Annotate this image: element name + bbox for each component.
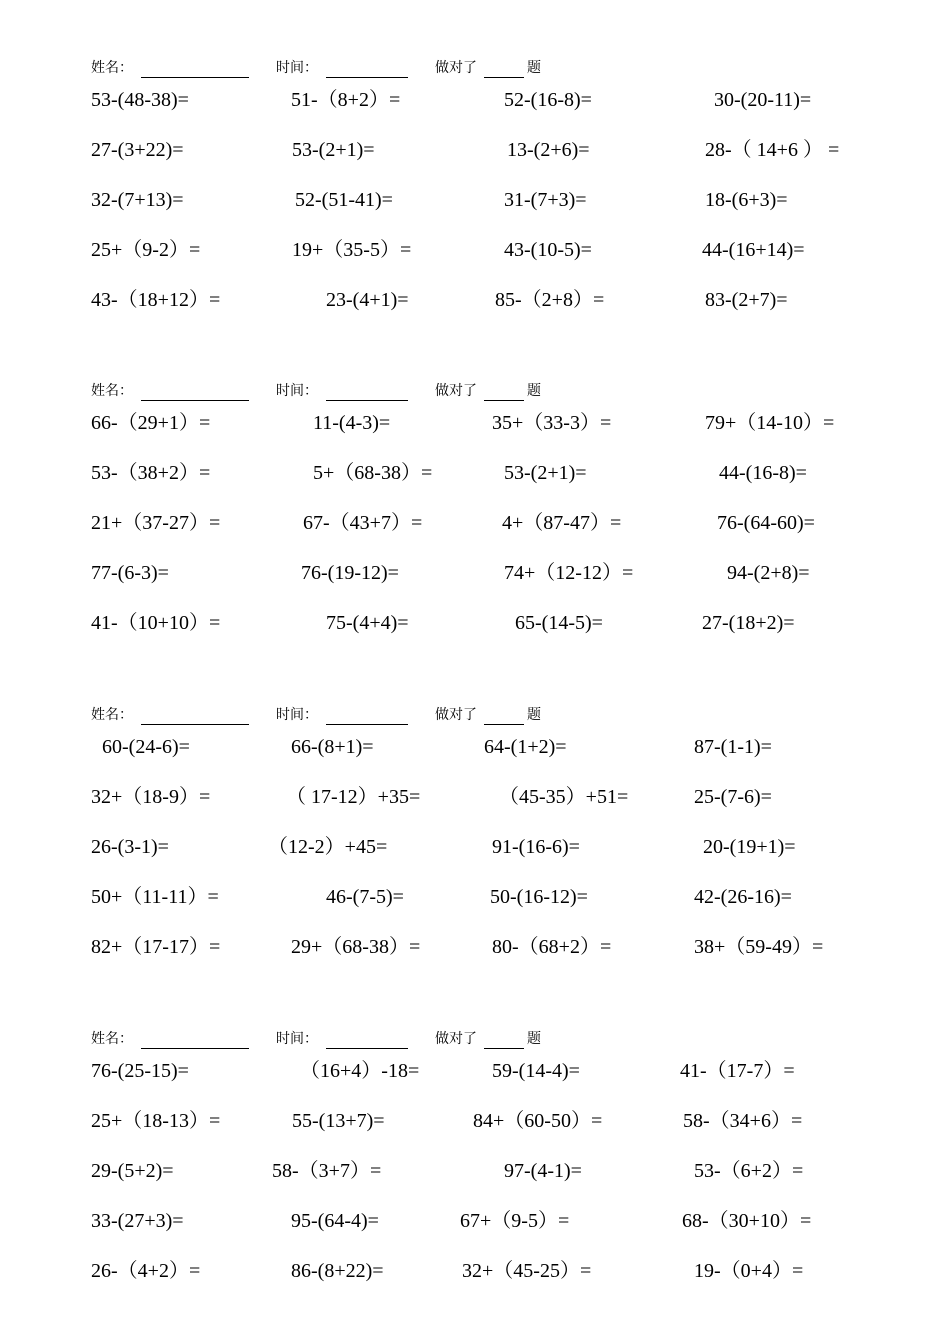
- math-problem: 86-(8+22)=: [291, 1260, 384, 1282]
- math-problem: 85-（2+8）=: [495, 289, 605, 311]
- math-problem: 11-(4-3)=: [313, 412, 391, 434]
- math-problem: 19+（35-5）=: [292, 239, 412, 261]
- math-problem: （16+4）-18=: [300, 1060, 420, 1082]
- math-problem: 27-(3+22)=: [91, 139, 184, 161]
- math-problem: 84+（60-50）=: [473, 1110, 603, 1132]
- math-problem: 21+（37-27）=: [91, 512, 221, 534]
- math-problem: 43-(10-5)=: [504, 239, 592, 261]
- math-problem: 19-（0+4）=: [694, 1260, 804, 1282]
- math-problem: 59-(14-4)=: [492, 1060, 580, 1082]
- math-problem: 28-（ 14+6 ） =: [705, 139, 840, 161]
- math-problem: 33-(27+3)=: [91, 1210, 184, 1232]
- math-problem: 53-(2+1)=: [504, 462, 587, 484]
- math-problem: 66-（29+1）=: [91, 412, 211, 434]
- math-problem: 75-(4+4)=: [326, 612, 409, 634]
- correct-label: 做对了: [435, 60, 477, 76]
- math-problem: 32+（18-9）=: [91, 786, 211, 808]
- math-problem: 35+（33-3）=: [492, 412, 612, 434]
- math-problem: 20-(19+1)=: [703, 836, 796, 858]
- math-problem: 18-(6+3)=: [705, 189, 788, 211]
- math-problem: 52-(51-41)=: [295, 189, 393, 211]
- math-problem: 60-(24-6)=: [102, 736, 190, 758]
- math-problem: 80-（68+2）=: [492, 936, 612, 958]
- math-problem: 44-(16-8)=: [719, 462, 807, 484]
- math-problem: 97-(4-1)=: [504, 1160, 582, 1182]
- math-problem: 29+（68-38）=: [291, 936, 421, 958]
- math-problem: 27-(18+2)=: [702, 612, 795, 634]
- math-problem: 94-(2+8)=: [727, 562, 810, 584]
- math-problem: 53-（38+2）=: [91, 462, 211, 484]
- time-blank[interactable]: [326, 381, 408, 401]
- math-problem: 44-(16+14)=: [702, 239, 805, 261]
- name-blank[interactable]: [141, 58, 249, 78]
- name-blank[interactable]: [141, 705, 249, 725]
- math-problem: 23-(4+1)=: [326, 289, 409, 311]
- math-problem: 38+（59-49）=: [694, 936, 824, 958]
- math-problem: （ 17-12）+35=: [286, 786, 421, 808]
- math-problem: 4+（87-47）=: [502, 512, 622, 534]
- math-problem: 67-（43+7）=: [303, 512, 423, 534]
- name-blank[interactable]: [141, 1029, 249, 1049]
- math-problem: 65-(14-5)=: [515, 612, 603, 634]
- math-problem: 26-(3-1)=: [91, 836, 169, 858]
- name-label: 姓名：: [91, 707, 133, 723]
- correct-blank[interactable]: [484, 705, 524, 725]
- correct-suffix: 题: [527, 60, 541, 76]
- correct-label: 做对了: [435, 707, 477, 723]
- correct-blank[interactable]: [484, 381, 524, 401]
- math-problem: 50+（11-11）=: [91, 886, 219, 908]
- math-problem: 68-（30+10）=: [682, 1210, 812, 1232]
- time-blank[interactable]: [326, 1029, 408, 1049]
- correct-suffix: 题: [527, 383, 541, 399]
- name-blank[interactable]: [141, 381, 249, 401]
- math-problem: 76-(25-15)=: [91, 1060, 189, 1082]
- math-problem: （12-2）+45=: [268, 836, 388, 858]
- time-label: 时间：: [276, 60, 318, 76]
- time-blank[interactable]: [326, 58, 408, 78]
- math-problem: 58-（34+6）=: [683, 1110, 803, 1132]
- correct-label: 做对了: [435, 383, 477, 399]
- worksheet-section: [0, 381, 950, 681]
- math-problem: 53-(48-38)=: [91, 89, 189, 111]
- math-problem: 76-(19-12)=: [301, 562, 399, 584]
- math-problem: 32-(7+13)=: [91, 189, 184, 211]
- math-problem: 41-（17-7）=: [680, 1060, 795, 1082]
- correct-blank[interactable]: [484, 1029, 524, 1049]
- time-label: 时间：: [276, 383, 318, 399]
- math-problem: 42-(26-16)=: [694, 886, 792, 908]
- worksheet-section: [0, 705, 950, 1005]
- math-problem: 46-(7-5)=: [326, 886, 404, 908]
- math-problem: 66-(8+1)=: [291, 736, 374, 758]
- math-problem: 32+（45-25）=: [462, 1260, 592, 1282]
- worksheet-section: [0, 1029, 950, 1329]
- math-problem: 76-(64-60)=: [717, 512, 815, 534]
- correct-label: 做对了: [435, 1031, 477, 1047]
- math-problem: 74+（12-12）=: [504, 562, 634, 584]
- math-problem: 83-(2+7)=: [705, 289, 788, 311]
- time-blank[interactable]: [326, 705, 408, 725]
- correct-suffix: 题: [527, 707, 541, 723]
- math-problem: 25+（9-2）=: [91, 239, 201, 261]
- math-problem: 30-(20-11)=: [714, 89, 812, 111]
- math-problem: 82+（17-17）=: [91, 936, 221, 958]
- math-problem: 67+（9-5）=: [460, 1210, 570, 1232]
- math-problem: 25+（18-13）=: [91, 1110, 221, 1132]
- math-problem: 51-（8+2）=: [291, 89, 401, 111]
- math-problem: 50-(16-12)=: [490, 886, 588, 908]
- math-problem: 91-(16-6)=: [492, 836, 580, 858]
- math-problem: 79+（14-10）=: [705, 412, 835, 434]
- math-problem: 52-(16-8)=: [504, 89, 592, 111]
- math-problem: 87-(1-1)=: [694, 736, 772, 758]
- math-problem: 58-（3+7）=: [272, 1160, 382, 1182]
- math-problem: 25-(7-6)=: [694, 786, 772, 808]
- name-label: 姓名：: [91, 1031, 133, 1047]
- correct-blank[interactable]: [484, 58, 524, 78]
- name-label: 姓名：: [91, 383, 133, 399]
- math-problem: 55-(13+7)=: [292, 1110, 385, 1132]
- math-problem: 53-(2+1)=: [292, 139, 375, 161]
- math-problem: 95-(64-4)=: [291, 1210, 379, 1232]
- math-problem: 43-（18+12）=: [91, 289, 221, 311]
- time-label: 时间：: [276, 707, 318, 723]
- math-problem: 13-(2+6)=: [507, 139, 590, 161]
- time-label: 时间：: [276, 1031, 318, 1047]
- name-label: 姓名：: [91, 60, 133, 76]
- math-problem: 29-(5+2)=: [91, 1160, 174, 1182]
- math-problem: 64-(1+2)=: [484, 736, 567, 758]
- math-problem: 5+（68-38）=: [313, 462, 433, 484]
- math-problem: （45-35）+51=: [499, 786, 629, 808]
- worksheet-section: [0, 58, 950, 358]
- math-problem: 53-（6+2）=: [694, 1160, 804, 1182]
- math-problem: 41-（10+10）=: [91, 612, 221, 634]
- math-problem: 26-（4+2）=: [91, 1260, 201, 1282]
- math-problem: 31-(7+3)=: [504, 189, 587, 211]
- math-problem: 77-(6-3)=: [91, 562, 169, 584]
- correct-suffix: 题: [527, 1031, 541, 1047]
